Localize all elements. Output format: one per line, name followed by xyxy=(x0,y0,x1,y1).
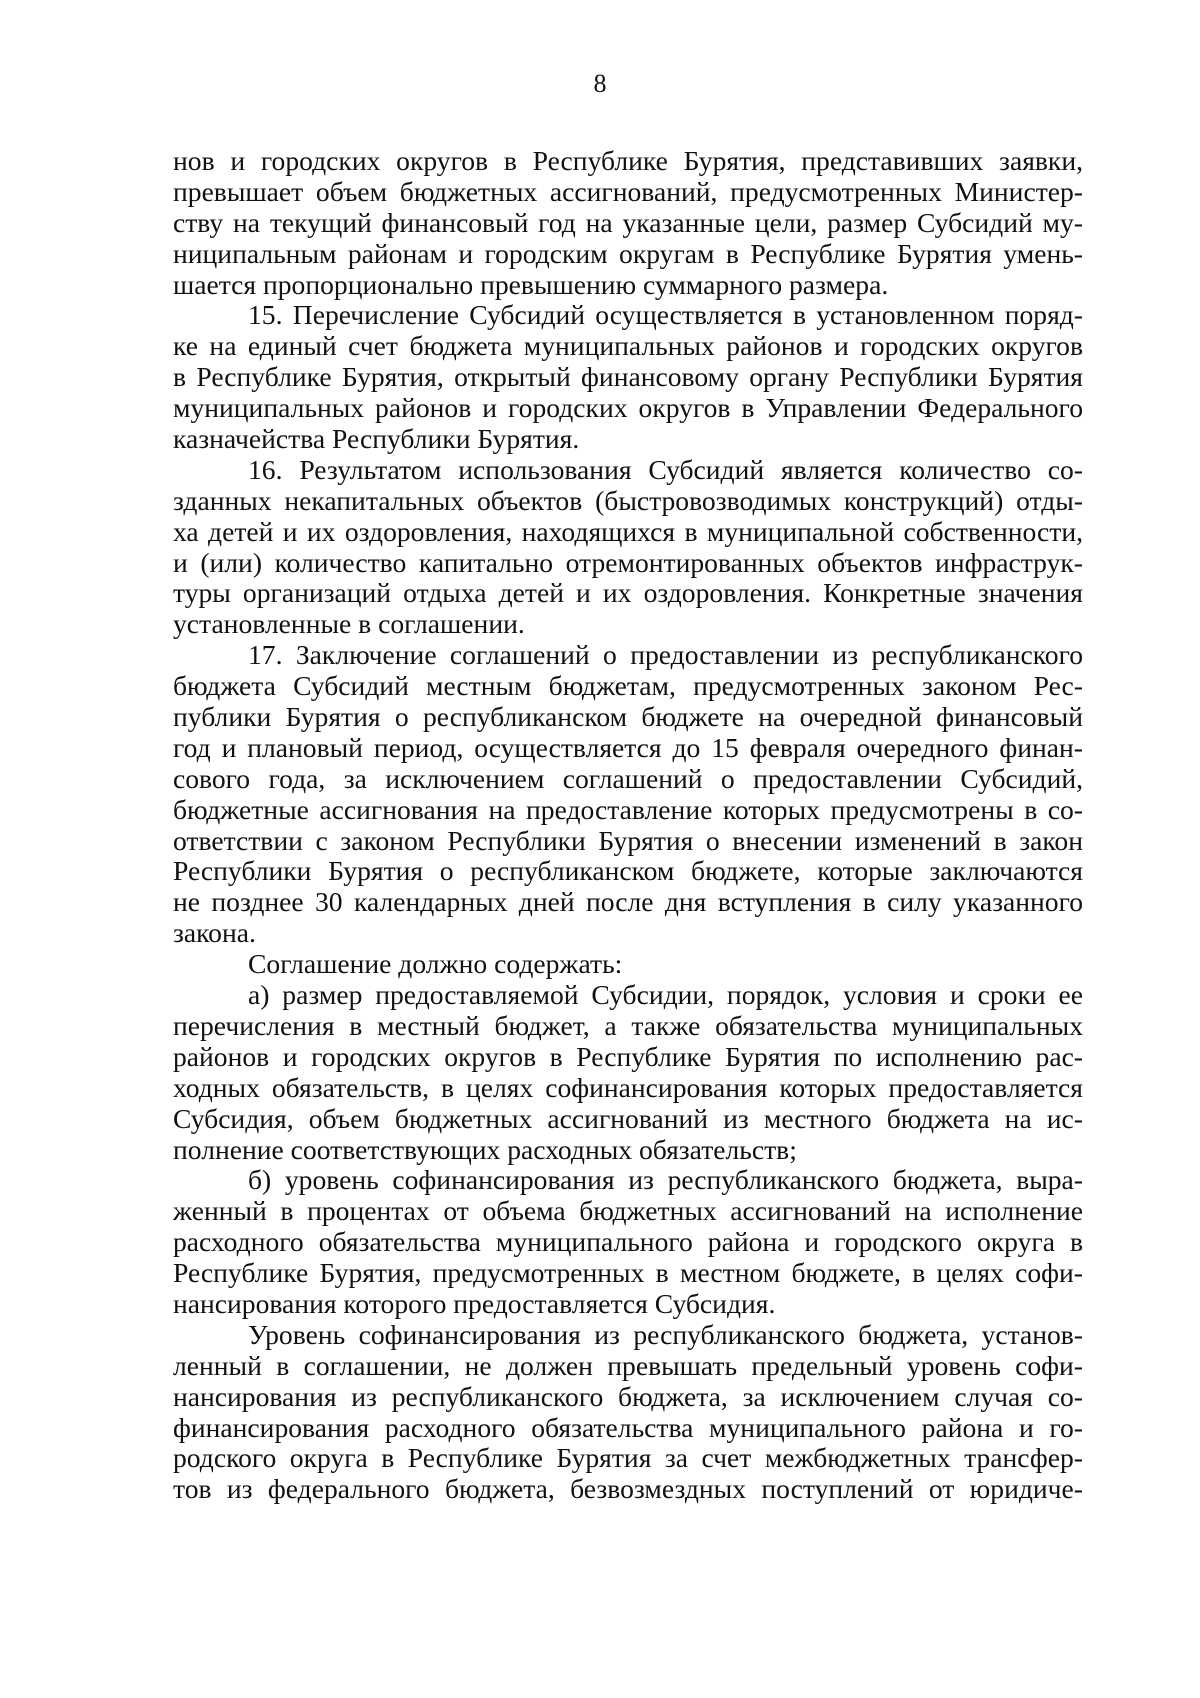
text-line: а) размер предоставляемой Субсидии, порядок, условия и сроки ее xyxy=(248,979,1083,1011)
text-line: нансирования из республиканского бюджета, за исключением случая со- xyxy=(173,1380,1083,1412)
text-line: ха детей и их оздоровления, находящихся в муниципальной собственности, xyxy=(173,515,1083,547)
text-line: 17. Заключение соглашений о предоставлении из республиканского xyxy=(248,639,1083,671)
text-line: расходного обязательства муниципального района и городского округа в xyxy=(173,1226,1083,1258)
paragraph xyxy=(173,980,1083,1165)
text-line: бюджетные ассигнования на предоставление которых предусмотрены в со- xyxy=(173,793,1083,825)
text-line: закона. xyxy=(173,917,256,949)
paragraph xyxy=(173,455,1083,640)
text-line: и (или) количество капитально отремонтированных объектов инфраструк- xyxy=(173,546,1083,578)
text-line: районов и городских округов в Республике Бурятия по исполнению рас- xyxy=(173,1040,1083,1072)
text-line: ленный в соглашении, не должен превышать предельный уровень софи- xyxy=(173,1349,1083,1381)
text-line: публики Бурятия о республиканском бюджете на очередной финансовый xyxy=(173,701,1083,733)
text-line: в Республике Бурятия, открытый финансовому органу Республики Бурятия xyxy=(173,361,1083,393)
text-line: бюджета Субсидий местным бюджетам, предусмотренных законом Рес- xyxy=(173,670,1083,702)
text-line: Республики Бурятия о республиканском бюджете, которые заключаются xyxy=(173,855,1083,887)
text-line: превышает объем бюджетных ассигнований, предусмотренных Министер- xyxy=(173,175,1083,207)
paragraph xyxy=(173,640,1083,949)
text-line: Субсидия, объем бюджетных ассигнований из местного бюджета на ис- xyxy=(173,1102,1083,1134)
text-line: перечисления в местный бюджет, а также обязательства муниципальных xyxy=(173,1009,1083,1041)
text-line: казначейства Республики Бурятия. xyxy=(173,423,580,455)
text-line: родского округа в Республике Бурятия за счет межбюджетных трансфер- xyxy=(173,1442,1083,1474)
text-line: ниципальным районам и городским округам в Республике Бурятия умень- xyxy=(173,237,1083,269)
text-line: финансирования расходного обязательства муниципального района и го- xyxy=(173,1411,1083,1443)
text-line: туры организаций отдыха детей и их оздоровления. Конкретные значения xyxy=(173,577,1083,609)
text-line: б) уровень софинансирования из республиканского бюджета, выра- xyxy=(248,1164,1083,1196)
text-line: нов и городских округов в Республике Бурятия, представивших заявки, xyxy=(173,145,1083,176)
text-line: нансирования которого предоставляется Субсидия. xyxy=(173,1287,776,1319)
text-line: женный в процентах от объема бюджетных ассигнований на исполнение xyxy=(173,1195,1083,1227)
text-line: установленные в соглашении. xyxy=(173,608,525,640)
page-number: 8 xyxy=(593,69,607,98)
text-line: 15. Перечисление Субсидий осуществляется в установленном поряд- xyxy=(248,299,1083,331)
text-line: 16. Результатом использования Субсидий является количество со- xyxy=(248,453,1083,485)
paragraph xyxy=(173,1320,1083,1505)
text-line: ответствии с законом Республики Бурятия о внесении изменений в закон xyxy=(173,824,1083,856)
text-line: ке на единый счет бюджета муниципальных районов и городских округов xyxy=(173,330,1083,362)
text-line: ству на текущий финансовый год на указанные цели, размер Субсидий му- xyxy=(173,206,1083,238)
text-line: зданных некапитальных объектов (быстровозводимых конструкций) отды- xyxy=(173,484,1083,516)
document-body xyxy=(173,146,1083,1505)
text-line: ходных обязательств, в целях софинансирования которых предоставляется xyxy=(173,1071,1083,1103)
text-line: Республике Бурятия, предусмотренных в местном бюджете, в целях софи- xyxy=(173,1257,1083,1289)
text-line: сового года, за исключением соглашений о предоставлении Субсидий, xyxy=(173,762,1083,794)
paragraph xyxy=(173,1165,1083,1319)
text-line: Уровень софинансирования из республиканского бюджета, установ- xyxy=(248,1318,1083,1350)
text-line: шается пропорционально превышению суммарного размера. xyxy=(173,268,889,300)
text-line: год и плановый период, осуществляется до 15 февраля очередного финан- xyxy=(173,731,1083,763)
paragraph xyxy=(173,146,1083,300)
text-line: не позднее 30 календарных дней после дня вступления в силу указанного xyxy=(173,886,1083,918)
text-line: полнение соответствующих расходных обязательств; xyxy=(173,1133,797,1165)
paragraph xyxy=(173,949,1083,980)
text-line: тов из федерального бюджета, безвозмездных поступлений от юридиче- xyxy=(173,1473,1083,1505)
paragraph xyxy=(173,300,1083,454)
text-line: Соглашение должно содержать: xyxy=(248,948,623,980)
text-line: муниципальных районов и городских округов в Управлении Федерального xyxy=(173,392,1083,424)
